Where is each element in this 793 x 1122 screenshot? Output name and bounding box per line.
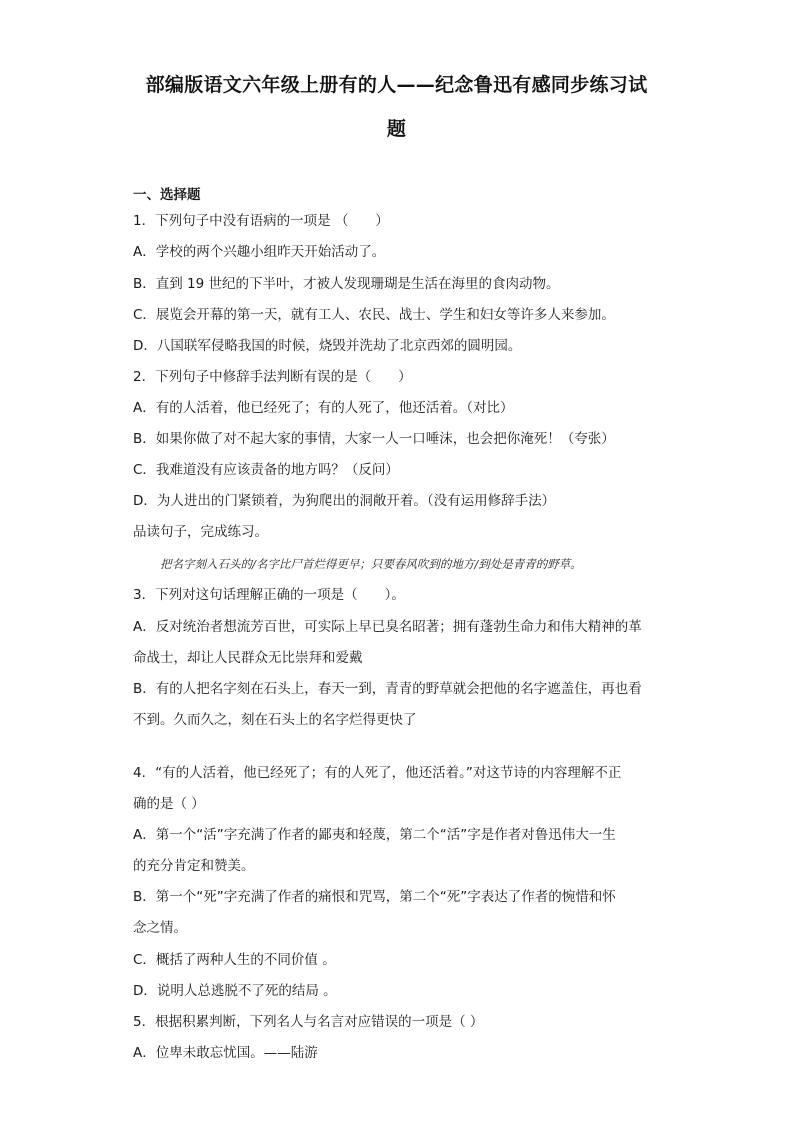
q4-option-a-line-1: A．第一个“活”字充满了作者的鄙夷和轻蔑，第二个“活”字是作者对鲁迅伟大一生: [133, 827, 616, 843]
q1-option-b: B．直到 19 世纪的下半叶，才被人发现珊瑚是生活在海里的食肉动物。: [133, 276, 560, 292]
q4-stem-line-1: 4．“有的人活着，他已经死了；有的人死了，他还活着。”对这节诗的内容理解不正: [133, 765, 622, 781]
q1-option-a: A．学校的两个兴趣小组昨天开始活动了。: [133, 244, 386, 260]
q5-stem: 5．根据积累判断，下列名人与名言对应错误的一项是（ ）: [133, 1014, 484, 1030]
reading-prompt: 品读句子，完成练习。: [133, 524, 268, 540]
q4-stem-line-2: 确的是（ ）: [133, 796, 205, 812]
q4-option-b-line-2: 念之情。: [133, 920, 187, 936]
q2-option-a: A．有的人活着，他已经死了；有的人死了，他还活着。（对比）: [133, 400, 514, 416]
q4-option-a-line-2: 的充分肯定和赞美。: [133, 858, 255, 874]
reading-quote: 把名字刻入石头的/名字比尸首烂得更早；只要春风吹到的地方/到处是青青的野草。: [160, 557, 582, 571]
q4-option-d: D．说明人总逃脱不了死的结局 。: [133, 983, 337, 999]
q5-option-a: A．位卑未敢忘忧国。——陆游: [133, 1045, 318, 1061]
q3-option-a-line-2: 命战士，却让人民群众无比崇拜和爱戴: [133, 650, 363, 666]
q3-stem: 3．下列对这句话理解正确的一项是（ ）。: [133, 587, 405, 603]
q1-option-d: D．八国联军侵略我国的时候，烧毁并洗劫了北京西郊的圆明园。: [133, 338, 522, 354]
q3-option-b-line-2: 不到。久而久之，刻在石头上的名字烂得更快了: [133, 712, 417, 728]
section-heading: 一、选择题: [133, 187, 201, 203]
document-title-line-2: 题: [386, 118, 407, 140]
q1-option-c: C．展览会开幕的第一天，就有工人、农民、战士、学生和妇女等许多人来参加。: [133, 307, 615, 323]
q3-option-a-line-1: A．反对统治者想流芳百世，可实际上早已臭名昭著；拥有蓬勃生命力和伟大精神的革: [133, 619, 642, 635]
q2-stem: 2．下列句子中修辞手法判断有误的是（ ）: [133, 369, 412, 385]
q2-option-c: C．我难道没有应该责备的地方吗？（反问）: [133, 462, 399, 478]
q3-option-b-line-1: B．有的人把名字刻在石头上，春天一到，青青的野草就会把他的名字遮盖住，再也看: [133, 681, 642, 697]
q4-option-c: C．概括了两种人生的不同价值 。: [133, 952, 336, 968]
q1-stem: 1．下列句子中没有语病的一项是 （ ）: [133, 213, 389, 229]
q2-option-d: D．为人进出的门紧锁着，为狗爬出的洞敞开着。（没有运用修辞手法）: [133, 493, 556, 509]
q2-option-b: B．如果你做了对不起大家的事情，大家一人一口唾沫，也会把你淹死！（夸张）: [133, 431, 615, 447]
q4-option-b-line-1: B．第一个“死”字充满了作者的痛恨和咒骂，第二个“死”字表达了作者的惋惜和怀: [133, 889, 616, 905]
document-title-line-1: 部编版语文六年级上册有的人——纪念鲁迅有感同步练习试: [145, 74, 648, 96]
